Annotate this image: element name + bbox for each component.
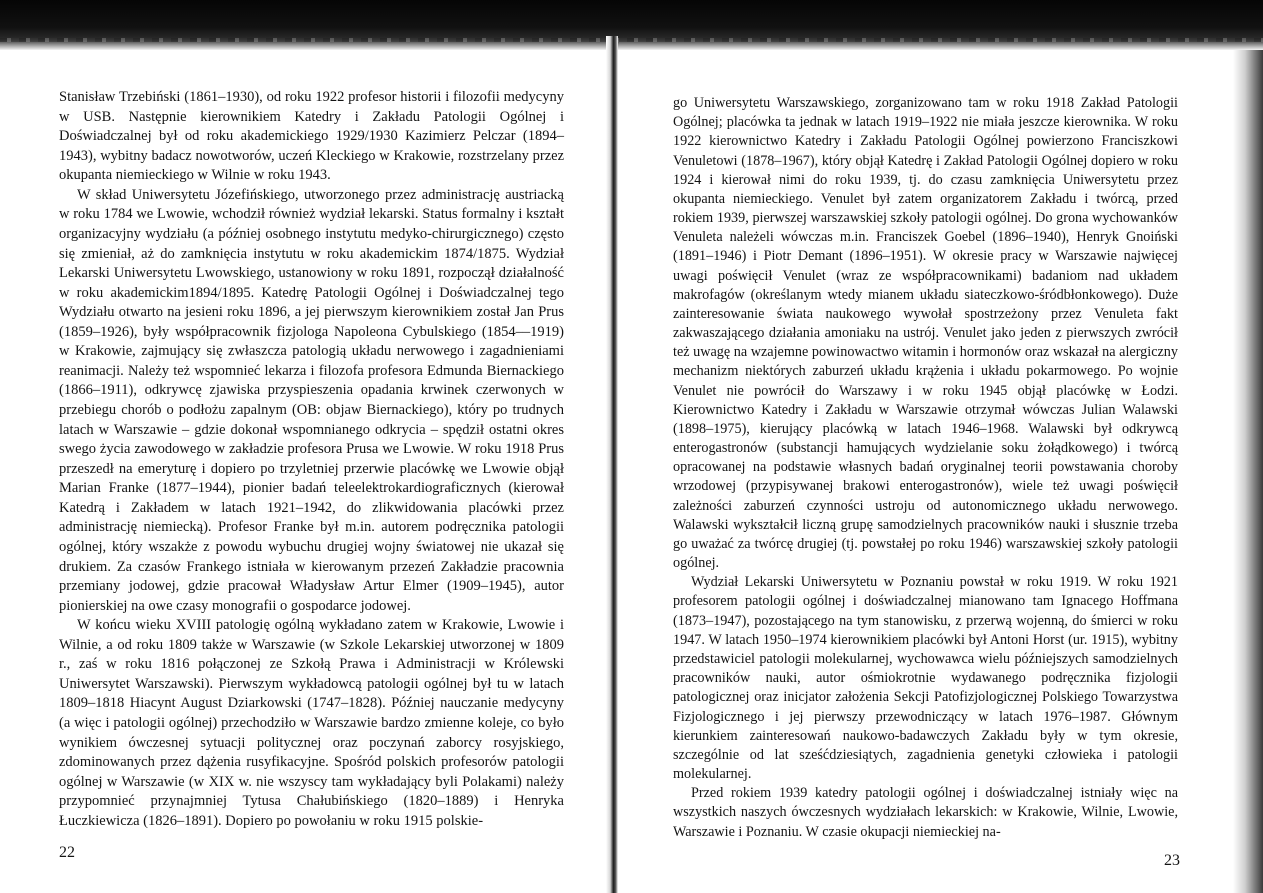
paragraph: W skład Uniwersytetu Józefińskiego, utworzonego przez administrację austriacką w roku 1784 we Lwowie, wchodził również wydział lekarski. Status formalny i kształt organizacyjny wydziału (a później osobnego instytutu medyko-chirurgicznego) często się zmieniał, aż do zamknięcia instytutu w roku akademickim 1874/1875. Wydział Lekarski Uniwersytetu Lwowskiego, ustanowiony w roku 1891, rozpoczął działalność w roku akademickim1894/1895. Katedrę Patologii Ogólnej i Doświadczalnej tego Wydziału otwarto na jesieni roku 1896, a jej pierwszym kierownikiem został Jan Prus (1859–1926), były współpracownik fizjologa Napoleona Cybulskiego (1854––1919) w Krakowie, zajmujący się zwłaszcza patologią układu nerwowego i zagadnieniami reanimacji. Należy też wspomnieć lekarza i filozofa profesora Edmunda Biernackiego (1866–1911), odkrywcę zjawiska przyspieszenia opadania krwinek czerwonych w przebiegu chorób o podłożu zapalnym (OB: objaw Biernackiego), który po trudnych latach w Warszawie – gdzie dokonał wspomnianego odkrycia – spędził ostatni okres swego życia zawodowego w zakładzie profesora Prusa we Lwowie. W roku 1918 Prus przeszedł na emeryturę i dopiero po trzyletniej przerwie placówkę we Lwowie objął Marian Franke (1877–1944), pionier badań teleelektrokardiograficznych (kierował Katedrą i Zakładem w latach 1921–1942, do zlikwidowania placówki przez administrację niemiecką). Profesor Franke był m.in. autorem podręcznika patologii ogólnej, który wszakże z powodu wybuchu drugiej wojny światowej nie ukazał się drukiem. Za czasów Frankego istniała w kierowanym przezeń Zakładzie pracownia przemiany jodowej, gdzie pracował Władysław Artur Elmer (1909–1945), autor pionierskiej na owe czasy monografii o gospodarce jodowej.: [59, 186, 564, 614]
paragraph: Stanisław Trzebiński (1861–1930), od roku 1922 profesor historii i filozofii medycyny w USB. Następnie kierownikiem Katedry i Zakładu Patologii Ogólnej i Doświadczalnej był od roku akademickiego 1929/1930 Kazimierz Pelczar (1894–1943), wybitny badacz nowotworów, uczeń Kleckiego w Krakowie, rozstrzelany przez okupanta niemieckiego w Wilnie w roku 1943.: [59, 89, 564, 184]
scan-shadow-top: [0, 0, 1263, 50]
left-page-text: [59, 88, 564, 831]
paragraph: Przed rokiem 1939 katedry patologii ogólnej i doświadczalnej istniały więc na wszystkich naszych ówczesnych wydziałach lekarskich: w Krakowie, Wilnie, Lwowie, Warszawie i Poznaniu. W czasie okupacji niemieckiej na-: [673, 785, 1178, 840]
page-number-right: 23: [1164, 852, 1180, 869]
page-edge-shadow: [1233, 50, 1263, 893]
book-spine: [606, 36, 618, 893]
paragraph: Wydział Lekarski Uniwersytetu w Poznaniu powstał w roku 1919. W roku 1921 profesorem patologii ogólnej i doświadczalnej mianowano tam Ignacego Hoffmana (1873–1947), pozostającego na tym stanowisku, z przerwą wojenną, do śmierci w roku 1947. W latach 1950–1974 kierownikiem placówki był Antoni Horst (ur. 1915), wybitny przedstawiciel patologii molekularnej, wychowawca wielu późniejszych samodzielnych pracowników nauki, autor ośmiokrotnie wydawanego podręcznika fizjologii patologicznej oraz inicjator założenia Sekcji Patofizjologicznej Polskiego Towarzystwa Fizjologicznego i jej pierwszy przewodniczący w latach 1976–1987. Głównym kierunkiem zainteresowań naukowo-badawczych Zakładu były w tym okresie, szczególnie od lat sześćdziesiątych, zagadnienia genetyki człowieka i patologii molekularnej.: [673, 574, 1178, 783]
right-page-text: [673, 94, 1178, 842]
page-number-left: 22: [59, 844, 75, 861]
paragraph: go Uniwersytetu Warszawskiego, zorganizowano tam w roku 1918 Zakład Patologii Ogólnej; placówka ta jednak w latach 1919–1922 nie miała jeszcze kierownika. W roku 1922 kierownictwo Katedry i Zakładu Patologii Ogólnej powierzono Franciszkowi Venuletowi (1878–1967), który objął Katedrę i Zakład Patologii Ogólnej dopiero w roku 1924 i kierował nimi do roku 1939, tj. do czasu zamknięcia Uniwersytetu przez okupanta niemieckiego. Venulet był zatem organizatorem Zakładu i twórcą, przed rokiem 1939, pierwszej warszawskiej szkoły patologii ogólnej. Do grona wychowanków Venuleta należeli wówczas m.in. Franciszek Goebel (1896–1940), Henryk Gnoiński (1891–1946) i Piotr Demant (1896–1951). W okresie pracy w Warszawie najwięcej uwagi poświęcił Venulet (wraz ze współpracownikami) badaniom nad układem makrofagów (określanym wtedy mianem układu siateczkowo-śródbłonkowego). Duże zainteresowanie świata naukowego wywołał spostrzeżony przez Venuleta fakt zakwaszającego działania amoniaku na ustrój. Venulet jako jeden z pierwszych zwrócił też uwagę na wzajemne powinowactwo witamin i hormonów oraz wskazał na alergiczny mechanizm niektórych zaburzeń układu krążenia i układu pokarmowego. Po wojnie Venulet nie powrócił do Warszawy i w roku 1945 objął placówkę w Łodzi. Kierownictwo Katedry i Zakładu w Warszawie otrzymał wówczas Julian Walawski (1898–1975), kierujący placówką w latach 1946–1968. Walawski był odkrywcą enterogastronów (substancji hamujących wydzielanie soku żołądkowego) i twórcą opracowanej na podstawie własnych badań oryginalnej teorii powstawania choroby wrzodowej (przypisywanej brakowi enterogastronów), wiele też uwagi poświęcił zależności zaburzeń czynności ustroju od autonomicznego układu nerwowego. Walawski wykształcił liczną grupę samodzielnych pracowników nauki i słusznie trzeba go uważać za twórcę drugiej (tj. powstałej po roku 1946) warszawskiej szkoły patologii ogólnej.: [673, 95, 1178, 572]
paragraph: W końcu wieku XVIII patologię ogólną wykładano zatem w Krakowie, Lwowie i Wilnie, a od roku 1809 także w Warszawie (w Szkole Lekarskiej utworzonej w 1809 r., zaś w roku 1816 połączonej ze Szkołą Prawa i Administracji w Królewski Uniwersytet Warszawski). Pierwszym wykładowcą patologii ogólnej był tu w latach 1809–1818 Hiacynt August Dziarkowski (1747–1828). Później nauczanie medycyny (a więc i patologii ogólnej) przechodziło w Warszawie bardzo zmienne koleje, co było wynikiem ówczesnej sytuacji politycznej oraz poczynań zaborcy rosyjskiego, zdominowanych przez dążenia rusyfikacyjne. Spośród polskich profesorów patologii ogólnej w Warszawie (w XIX w. nie wszyscy tam wykładający byli Polakami) należy przypomnieć przynajmniej Tytusa Chałubińskiego (1820–1889) i Henryka Łuczkiewicza (1826–1891). Dopiero po powołaniu w roku 1915 polskie-: [59, 617, 564, 829]
